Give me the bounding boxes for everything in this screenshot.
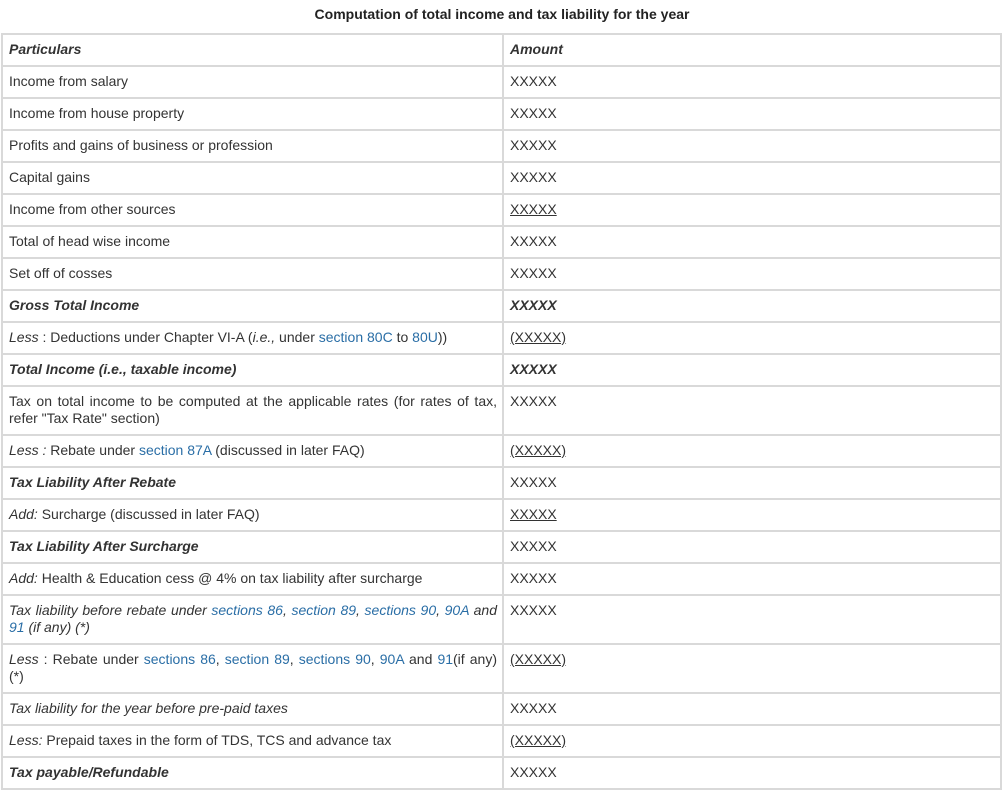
row-label-before-rebate-86 xyxy=(2,595,503,644)
table-row xyxy=(2,563,1001,595)
text-part: (if any) (*) xyxy=(9,651,497,684)
row-amount: XXXXX xyxy=(503,757,1001,789)
text-part: , xyxy=(289,651,299,667)
table-row xyxy=(2,435,1001,467)
link-section-87a[interactable]: section 87A xyxy=(138,442,212,458)
row-amount: (XXXXX) xyxy=(503,725,1001,757)
row-amount: XXXXX xyxy=(503,563,1001,595)
text-part: Tax liability before rebate under xyxy=(9,602,212,618)
link-sections-90[interactable]: sections 90 xyxy=(298,651,371,667)
link-91[interactable]: 91 xyxy=(9,619,25,635)
text-part: Health & Education cess @ 4% on tax liability after surcharge xyxy=(37,570,423,586)
link-sections-86[interactable]: sections 86 xyxy=(211,602,283,618)
text-part: Prepaid taxes in the form of TDS, TCS and advance tax xyxy=(42,732,392,748)
row-label-total-income: Total Income (i.e., taxable income) xyxy=(2,354,503,386)
add-label: Add: xyxy=(9,506,38,522)
link-90a[interactable]: 90A xyxy=(379,651,404,667)
link-section-89[interactable]: section 89 xyxy=(291,602,357,618)
text-part: : Deductions under Chapter VI-A ( xyxy=(38,329,253,345)
table-row xyxy=(2,531,1001,563)
row-label-rebate-86 xyxy=(2,644,503,693)
link-section-80c[interactable]: section 80C xyxy=(318,329,393,345)
row-amount: XXXXX xyxy=(503,386,1001,435)
table-row xyxy=(2,290,1001,322)
table-row xyxy=(2,644,1001,693)
header-amount: Amount xyxy=(503,34,1001,66)
row-amount: XXXXX xyxy=(503,130,1001,162)
row-amount: XXXXX xyxy=(503,162,1001,194)
table-row xyxy=(2,725,1001,757)
row-label-before-prepaid: Tax liability for the year before pre-paid taxes xyxy=(2,693,503,725)
link-91[interactable]: 91 xyxy=(437,651,454,667)
row-label-after-rebate: Tax Liability After Rebate xyxy=(2,467,503,499)
less-label: Less xyxy=(9,651,39,667)
row-label-cess xyxy=(2,563,503,595)
header-particulars: Particulars xyxy=(2,34,503,66)
row-label-salary: Income from salary xyxy=(2,66,503,98)
table-row xyxy=(2,98,1001,130)
link-sections-90[interactable]: sections 90 xyxy=(364,602,437,618)
table-row xyxy=(2,130,1001,162)
row-amount: XXXXX xyxy=(503,258,1001,290)
table-row xyxy=(2,757,1001,789)
text-part: (if any) (*) xyxy=(24,619,90,635)
row-label-deductions xyxy=(2,322,503,354)
table-row xyxy=(2,258,1001,290)
row-amount: XXXXX xyxy=(503,531,1001,563)
row-label-house-property: Income from house property xyxy=(2,98,503,130)
row-amount: (XXXXX) xyxy=(503,435,1001,467)
text-part: Rebate under xyxy=(46,442,139,458)
row-amount: XXXXX xyxy=(503,595,1001,644)
row-label-surcharge xyxy=(2,499,503,531)
row-label-capital-gains: Capital gains xyxy=(2,162,503,194)
ie-text: i.e., xyxy=(252,329,276,345)
row-amount: XXXXX xyxy=(503,290,1001,322)
text-part: to xyxy=(392,329,413,345)
row-label-gross-total: Gross Total Income xyxy=(2,290,503,322)
text-part: , xyxy=(370,651,380,667)
row-amount: XXXXX xyxy=(503,66,1001,98)
table-row xyxy=(2,467,1001,499)
table-caption: Computation of total income and tax liability for the year xyxy=(314,6,690,22)
table-row xyxy=(2,162,1001,194)
less-label: Less : xyxy=(9,442,47,458)
row-amount: (XXXXX) xyxy=(503,322,1001,354)
text-part: Surcharge (discussed in later FAQ) xyxy=(37,506,260,522)
text-part: : Rebate under xyxy=(38,651,144,667)
table-row xyxy=(2,354,1001,386)
row-label-other-sources: Income from other sources xyxy=(2,194,503,226)
text-part: , xyxy=(215,651,225,667)
table-header-row xyxy=(2,34,1001,66)
less-label: Less: xyxy=(9,732,43,748)
text-part: under xyxy=(275,329,319,345)
row-label-tax-on-income: Tax on total income to be computed at the applicable rates (for rates of tax, refer "Tax Rate" section) xyxy=(2,386,503,435)
table-row xyxy=(2,322,1001,354)
add-label: Add: xyxy=(9,570,38,586)
text-part: )) xyxy=(437,329,448,345)
link-90a[interactable]: 90A xyxy=(444,602,470,618)
row-label-prepaid xyxy=(2,725,503,757)
computation-table xyxy=(1,33,1002,790)
row-amount: XXXXX xyxy=(503,693,1001,725)
row-label-after-surcharge: Tax Liability After Surcharge xyxy=(2,531,503,563)
row-amount: XXXXX xyxy=(503,226,1001,258)
table-row xyxy=(2,693,1001,725)
table-row xyxy=(2,386,1001,435)
table-row xyxy=(2,499,1001,531)
less-label: Less xyxy=(9,329,39,345)
table-row xyxy=(2,226,1001,258)
link-section-89[interactable]: section 89 xyxy=(224,651,290,667)
table-row xyxy=(2,66,1001,98)
row-amount: XXXXX xyxy=(503,194,1001,226)
text-part: and xyxy=(403,651,438,667)
text-part: , xyxy=(282,602,292,618)
row-amount: XXXXX xyxy=(503,499,1001,531)
table-row xyxy=(2,194,1001,226)
row-label-set-off: Set off of cosses xyxy=(2,258,503,290)
row-label-payable: Tax payable/Refundable xyxy=(2,757,503,789)
row-label-rebate-87a xyxy=(2,435,503,467)
row-label-head-wise: Total of head wise income xyxy=(2,226,503,258)
row-label-business: Profits and gains of business or profession xyxy=(2,130,503,162)
row-amount: XXXXX xyxy=(503,354,1001,386)
text-part: , xyxy=(436,602,445,618)
text-part: (discussed in later FAQ) xyxy=(211,442,365,458)
text-part: , xyxy=(356,602,365,618)
row-amount: XXXXX xyxy=(503,98,1001,130)
link-sections-86[interactable]: sections 86 xyxy=(143,651,216,667)
row-amount: XXXXX xyxy=(503,467,1001,499)
row-amount: (XXXXX) xyxy=(503,644,1001,693)
link-section-80u[interactable]: 80U xyxy=(412,329,438,345)
table-row xyxy=(2,595,1001,644)
text-part: and xyxy=(469,602,497,618)
